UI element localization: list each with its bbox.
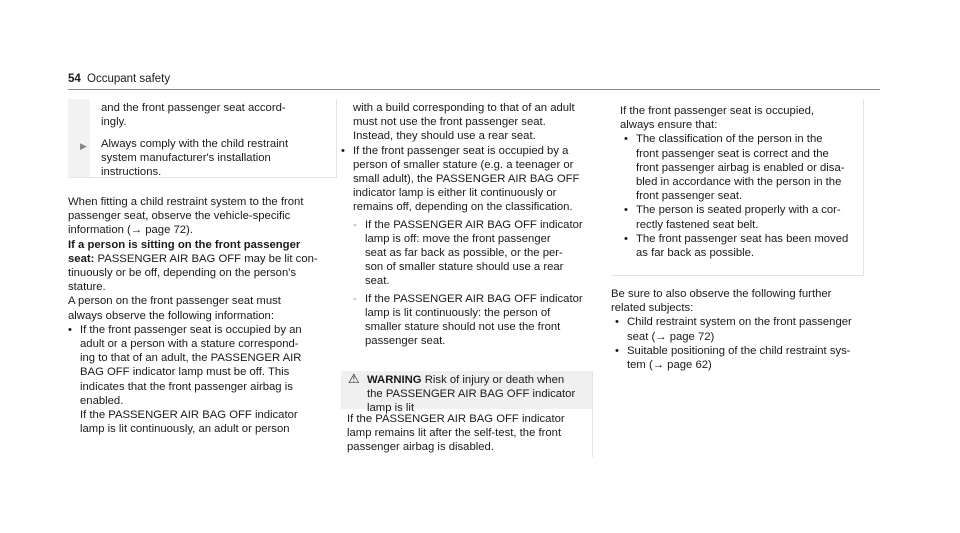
bold-heading: seat: bbox=[68, 252, 95, 265]
text-line: passenger seat, observe the vehicle-specific bbox=[68, 210, 291, 223]
text-line: When fitting a child restraint system to the front bbox=[68, 196, 304, 208]
list-item bbox=[624, 232, 860, 260]
text-line: must not use the front passenger seat. bbox=[353, 116, 546, 129]
text-line: instructions. bbox=[101, 166, 162, 179]
column-3-body bbox=[611, 287, 873, 372]
text-line: adult or a person with a stature correspond- bbox=[80, 338, 299, 351]
text-line: A person on the front passenger seat must bbox=[68, 295, 281, 308]
note-box-text bbox=[101, 101, 361, 129]
bullet-icon: • bbox=[341, 144, 345, 157]
list-item bbox=[615, 344, 873, 372]
text-line: lamp is lit continuously: the person of bbox=[365, 306, 551, 319]
text-line: smaller stature should not use the front bbox=[365, 321, 561, 334]
text-line: always ensure that: bbox=[620, 119, 718, 132]
text-line: small adult), the PASSENGER AIR BAG OFF bbox=[353, 173, 580, 186]
warning-label: WARNING bbox=[367, 374, 422, 386]
list-item bbox=[68, 323, 338, 437]
bullet-icon: • bbox=[624, 204, 628, 217]
text-line: seat as far back as possible, or the per- bbox=[365, 247, 563, 260]
list-item bbox=[624, 203, 860, 231]
text-line: always observe the following information: bbox=[68, 309, 274, 322]
text-line: lamp is off: move the front passenger bbox=[365, 232, 551, 245]
text-line: tinuously or be off, depending on the person's bbox=[68, 267, 297, 280]
text-line: bled in accordance with the person in the bbox=[636, 176, 842, 189]
text-line: enabled. bbox=[80, 394, 124, 407]
text-line: indicates that the front passenger airbag is bbox=[80, 380, 293, 393]
text-line: related subjects: bbox=[611, 302, 694, 315]
column-1-body bbox=[68, 195, 338, 436]
text-line: stature. bbox=[68, 281, 106, 294]
text-line: the PASSENGER AIR BAG OFF indicator bbox=[367, 388, 576, 401]
bullet-icon: • bbox=[68, 323, 72, 336]
text-line: Be sure to also observe the following further bbox=[611, 288, 832, 300]
text-line: The classification of the person in the bbox=[636, 133, 823, 146]
text-line: front passenger seat is correct and the bbox=[636, 147, 829, 160]
text-line: lamp is lit bbox=[367, 402, 415, 415]
page-link[interactable]: tem (→ page 62) bbox=[627, 359, 712, 372]
text-line: indicator lamp is either lit continuously or bbox=[353, 187, 557, 200]
text-line: If the front passenger seat is occupied by an bbox=[80, 323, 302, 336]
text-line: ing to that of an adult, the PASSENGER AIR bbox=[80, 352, 302, 365]
bullet-icon: • bbox=[615, 316, 619, 329]
text-line: passenger seat. bbox=[365, 335, 446, 348]
text-line: rectly fastened seat belt. bbox=[636, 218, 759, 231]
text-line: with a build corresponding to that of an adult bbox=[353, 102, 575, 114]
text-line: The person is seated properly with a cor- bbox=[636, 204, 841, 217]
list-item bbox=[341, 144, 603, 215]
text-line: Suitable positioning of the child restraint sys- bbox=[627, 344, 851, 357]
text-line: Instead, they should use a rear seat. bbox=[353, 130, 536, 143]
text-line: lamp is lit continuously, an adult or person bbox=[80, 423, 290, 436]
text-line: remains off, depending on the classification. bbox=[353, 201, 573, 214]
text-line: Always comply with the child restraint bbox=[101, 138, 289, 150]
note-box-item bbox=[101, 137, 361, 180]
dash-icon: - bbox=[353, 218, 357, 231]
text-line: PASSENGER AIR BAG OFF may be lit con- bbox=[94, 252, 318, 265]
text-line: front passenger seat. bbox=[636, 190, 743, 203]
sub-list-item bbox=[353, 292, 603, 349]
sub-list-item bbox=[353, 218, 603, 289]
text-line: and the front passenger seat accord- bbox=[101, 102, 286, 114]
bold-heading: If a person is sitting on the front passenger bbox=[68, 238, 301, 251]
text-line: person of smaller stature (e.g. a teenager or bbox=[353, 158, 574, 171]
warning-border bbox=[592, 371, 593, 457]
text-line: If the PASSENGER AIR BAG OFF indicator bbox=[80, 409, 298, 422]
dash-icon: - bbox=[353, 292, 357, 305]
warning-body bbox=[347, 412, 591, 455]
list-item bbox=[624, 132, 860, 203]
text-line: If the PASSENGER AIR BAG OFF indicator bbox=[365, 292, 583, 305]
text-line: ingly. bbox=[101, 116, 127, 129]
warning-header bbox=[367, 373, 589, 416]
bullet-icon: • bbox=[624, 232, 628, 245]
page-number: 54 bbox=[68, 73, 81, 85]
column-2-body bbox=[341, 101, 603, 348]
text-line: passenger airbag is disabled. bbox=[347, 441, 494, 454]
play-arrow-icon: ▶ bbox=[80, 141, 87, 151]
text-line: son of smaller stature should use a rear bbox=[365, 261, 564, 274]
text-line: The front passenger seat has been moved bbox=[636, 232, 849, 245]
text-line: If the PASSENGER AIR BAG OFF indicator bbox=[347, 413, 565, 425]
text-line: Risk of injury or death when bbox=[421, 374, 565, 386]
page-link[interactable]: seat (→ page 72) bbox=[627, 330, 715, 343]
text-line: BAG OFF indicator lamp must be off. This bbox=[80, 366, 290, 379]
text-line: front passenger airbag is enabled or disa- bbox=[636, 161, 845, 174]
section-title: Occupant safety bbox=[87, 73, 171, 85]
text-line: Child restraint system on the front passenger bbox=[627, 316, 852, 329]
page-link[interactable]: information (→ page 72). bbox=[68, 224, 193, 237]
warning-icon: ⚠ bbox=[348, 371, 360, 386]
text-line: seat. bbox=[365, 275, 390, 288]
text-line: system manufacturer's installation bbox=[101, 152, 271, 165]
text-line: as far back as possible. bbox=[636, 247, 755, 260]
bullet-icon: • bbox=[624, 133, 628, 146]
text-line: If the PASSENGER AIR BAG OFF indicator bbox=[365, 218, 583, 231]
text-line: lamp remains lit after the self-test, the front bbox=[347, 427, 562, 440]
text-line: If the front passenger seat is occupied by a bbox=[353, 144, 569, 157]
header-rule bbox=[68, 89, 880, 90]
bullet-icon: • bbox=[615, 344, 619, 357]
info-box-text bbox=[620, 104, 860, 260]
list-item bbox=[615, 315, 873, 343]
text-line: If the front passenger seat is occupied, bbox=[620, 105, 815, 117]
